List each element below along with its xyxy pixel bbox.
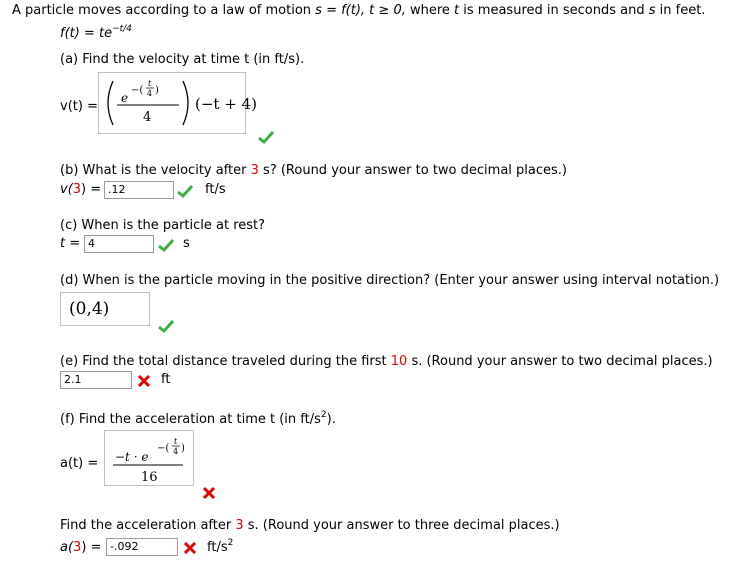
- function-definition: $f(t) = te^{-t/4}$: [60, 24, 132, 41]
- part-d-question: (d) When is the particle moving in the positive direction? (Enter your answer using interval notation.): [60, 273, 720, 288]
- part-e-unit: ft: [161, 372, 171, 387]
- part-c-input[interactable]: 4: [84, 235, 154, 253]
- e-base: e: [121, 91, 129, 105]
- part-g-question: Find the acceleration after 3 s. (Round your answer to three decimal places.): [60, 518, 560, 533]
- exp-den: 4: [173, 447, 179, 456]
- part-b-label: v(3) =: [60, 182, 102, 197]
- exp-num: t: [148, 79, 152, 88]
- part-f-question: (f) Find the acceleration at time t (in $ft/s^2$).: [60, 410, 336, 427]
- part-a-label: v(t) =: [60, 99, 98, 114]
- part-e-question: (e) Find the total distance traveled during the first 10 s. (Round your answer to two decimal places.): [60, 354, 713, 369]
- incorrect-x-icon: [201, 486, 217, 500]
- part-e-input[interactable]: 2.1: [60, 371, 132, 389]
- exp-open: −(: [131, 85, 144, 96]
- part-f-answer-box[interactable]: [104, 430, 194, 486]
- part-b-question: (b) What is the velocity after 3 s? (Round your answer to two decimal places.): [60, 163, 567, 178]
- correct-check-icon: [177, 184, 193, 198]
- denominator: 16: [141, 470, 158, 485]
- incorrect-x-icon: [136, 374, 152, 388]
- exp-open: −(: [157, 443, 170, 454]
- part-b-input[interactable]: .12: [104, 181, 174, 199]
- part-a-answer-box[interactable]: [98, 72, 257, 134]
- factor: (−t + 4): [195, 95, 257, 113]
- part-c-unit: s: [183, 236, 190, 251]
- part-f-label: a(t) =: [60, 456, 99, 471]
- exp-close: ): [155, 85, 159, 96]
- numerator: −t · e: [115, 450, 149, 464]
- denominator: 4: [143, 110, 152, 125]
- part-g-label: a(3) =: [60, 540, 102, 555]
- exp-close: ): [181, 443, 185, 454]
- incorrect-x-icon: [182, 541, 198, 555]
- part-f-expression: [105, 431, 193, 485]
- part-c-question: (c) When is the particle at rest?: [60, 218, 266, 233]
- correct-check-icon: [158, 319, 174, 333]
- part-c-label: t =: [60, 236, 81, 251]
- part-a-question: (a) Find the velocity at time t (in ft/s).: [60, 52, 305, 67]
- part-g-input[interactable]: -.092: [106, 538, 178, 556]
- part-b-unit: ft/s: [205, 182, 226, 197]
- exp-num: t: [174, 437, 178, 446]
- exp-den: 4: [147, 89, 153, 98]
- left-paren: [108, 81, 113, 125]
- correct-check-icon: [158, 238, 174, 252]
- part-a-expression: [99, 73, 257, 133]
- part-g-unit: $ft/s^2$: [207, 538, 234, 555]
- part-d-answer-box[interactable]: (0,4): [60, 292, 150, 326]
- problem-statement: A particle moves according to a law of motion s = f(t), t ≥ 0, where t is measured in seconds and s in feet.: [12, 3, 706, 18]
- correct-check-icon: [258, 130, 274, 144]
- right-paren: [183, 81, 188, 125]
